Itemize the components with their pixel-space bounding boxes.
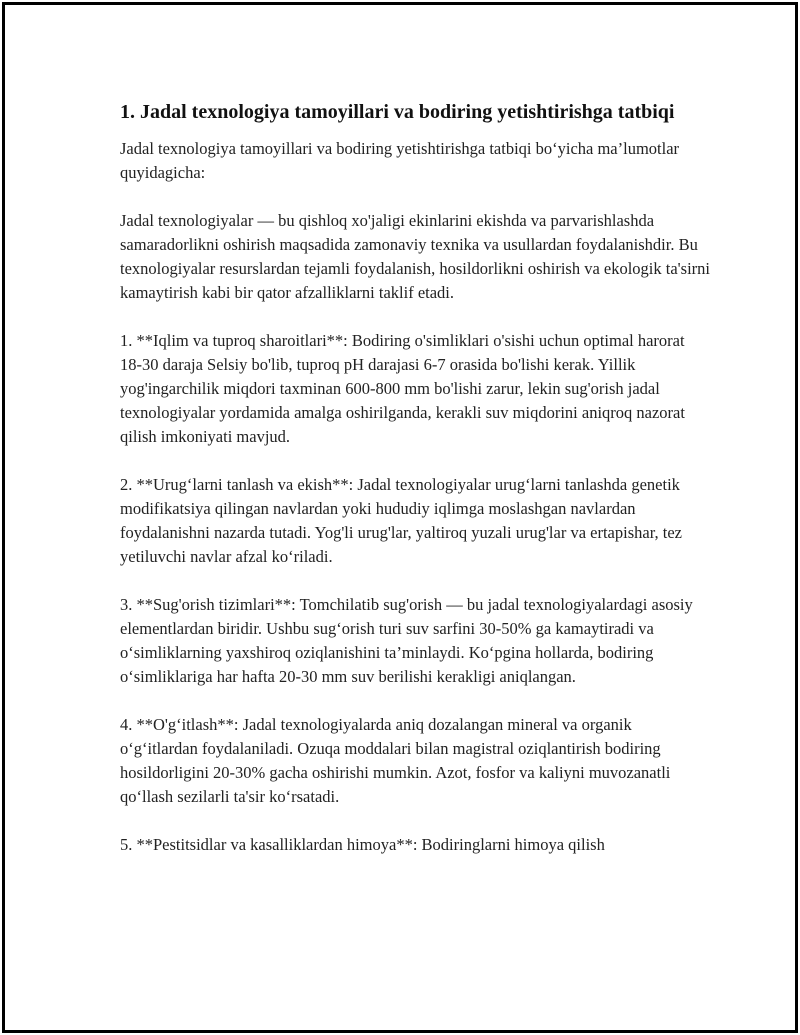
- document-page: [2, 2, 798, 1033]
- seed-selection-paragraph: 2. **Urug‘larni tanlash va ekish**: Jadal texnologiyalar urug‘larni tanlashda genetik modifikatsiya qilingan navlardan yoki hududiy iqlimga moslashgan navlardan foydalanishni nazarda tutadi. Yog'li urug'lar, yaltiroq yuzali urug'lar va ertapishar, tez yetiluvchi navlar afzal ko‘riladi.: [120, 475, 683, 566]
- fertilization-paragraph: 4. **O'g‘itlash**: Jadal texnologiyalarda aniq dozalangan mineral va organik o‘g‘itlardan foydalaniladi. Ozuqa moddalari bilan magistral oziqlantirish bodiring hosildorligini 20-30% gacha oshirishi mumkin. Azot, fosfor va kaliyni muvozanatli qo‘llash sezilarli ta'sir ko‘rsatadi.: [120, 715, 671, 806]
- document-title: 1. Jadal texnologiya tamoyillari va bodiring yetishtirishga tatbiqi: [120, 101, 675, 123]
- climate-soil-paragraph: 1. **Iqlim va tuproq sharoitlari**: Bodiring o'simliklari o'sishi uchun optimal harorat 18-30 daraja Selsiy bo'lib, tuproq pH darajasi 6-7 orasida bo'lishi kerak. Yillik yog'ingarchilik miqdori taxminan 600-800 mm bo'lishi zarur, lekin sug'orish jadal texnologiyalar yordamida amalga oshirilganda, kerakli suv miqdorini aniqroq nazorat qilish imkoniyati mavjud.: [120, 331, 685, 446]
- intro-paragraph: Jadal texnologiya tamoyillari va bodiring yetishtirishga tatbiqi bo‘yicha ma’lumotlar quyidagicha:: [120, 139, 680, 182]
- irrigation-paragraph: 3. **Sug'orish tizimlari**: Tomchilatib sug'orish — bu jadal texnologiyalardagi asosiy elementlardan biridir. Ushbu sug‘orish turi suv sarfini 30-50% ga kamaytiradi va o‘simliklarning yaxshiroq oziqlanishini ta’minlaydi. Ko‘pgina hollarda, bodiring o‘simliklariga har hafta 20-30 mm suv berilishi kerakligi aniqlangan.: [120, 595, 693, 686]
- document-body: [120, 98, 710, 881]
- pest-protection-paragraph: 5. **Pestitsidlar va kasalliklardan himoya**: Bodiringlarni himoya qilish: [120, 835, 605, 854]
- definition-paragraph: Jadal texnologiyalar — bu qishloq xo'jaligi ekinlarini ekishda va parvarishlashda samaradorlikni oshirish maqsadida zamonaviy texnika va usullardan foydalanishdir. Bu texnologiyalar resurslardan tejamli foydalanish, hosildorlikni oshirish va ekologik ta'sirni kamaytirish kabi bir qator afzalliklarni taklif etadi.: [120, 211, 710, 302]
